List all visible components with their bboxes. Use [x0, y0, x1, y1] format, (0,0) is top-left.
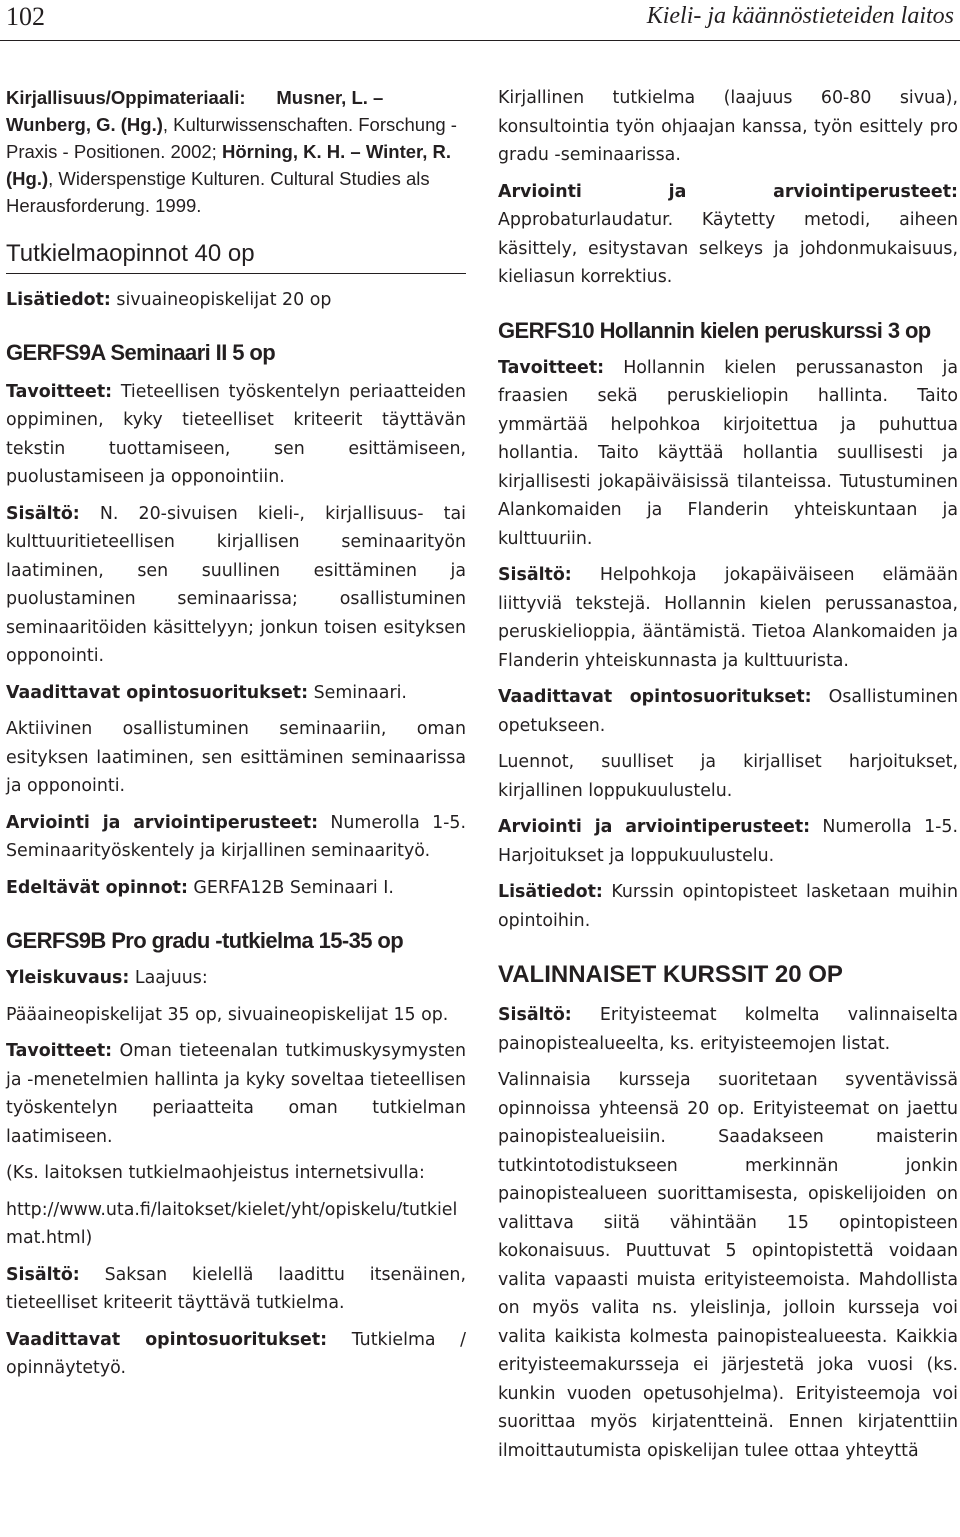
right-column: [498, 84, 958, 1465]
reference-paragraph: (Ks. laitoksen tutkielmaohjeistus internetsivulla:: [6, 1163, 425, 1183]
instructions-url: http://www.uta.fi/laitokset/kielet/yht/opiskelu/tutkielmat.html): [6, 1199, 458, 1248]
yleiskuvaus-paragraph: [6, 964, 466, 993]
vaadittavat-text: Tutkielma / opinnäytetyö.: [6, 1329, 466, 1378]
page-number: 102: [6, 2, 45, 31]
sisalto-paragraph: [498, 561, 958, 675]
sisalto-text: N. 20-sivuisen kieli-, kirjallisuus- tai kulttuuritieteellisen kirjallisen seminaarityön laatiminen, sen suullinen esittäminen ja puolustaminen seminaarissa; osallistuminen seminaaritöiden käsittelyyn; jonkun toisen esityksen opponointi.: [6, 503, 466, 666]
yleiskuvaus-label: Yleiskuvaus:: [6, 968, 130, 988]
arviointi-label: Arviointi ja arviointiperusteet:: [498, 817, 811, 837]
lisatiedot-text: sivuaineopiskelijat 20 op: [110, 290, 332, 310]
arviointi-text: Numerolla 1-5. Seminaarityöskentely ja kirjallinen seminaarityö.: [6, 812, 466, 861]
running-title: Kieli- ja käännöstieteiden laitos: [646, 3, 954, 29]
lisatiedot-paragraph: [6, 286, 466, 315]
course-title: GERFS9B Pro gradu -tutkielma 15-35 op: [6, 928, 404, 953]
body-paragraph: Luennot, suulliset ja kirjalliset harjoitukset, kirjallinen loppukuulustelu.: [498, 752, 958, 801]
sisalto-paragraph: [6, 500, 466, 671]
course-title: GERFS10 Hollannin kielen peruskurssi 3 op: [498, 317, 931, 343]
lisatiedot-paragraph: [498, 878, 958, 935]
tavoitteet-paragraph: [498, 354, 958, 554]
body-paragraph: Aktiivinen osallistuminen seminaariin, oman esityksen laatiminen, sen esittäminen seminaarissa ja opponointi.: [6, 719, 466, 796]
tavoitteet-label: Tavoitteet:: [6, 1041, 113, 1061]
tavoitteet-text: Hollannin kielen perussanaston ja fraasien sekä peruskieliopin hallinta. Taito ymmärtää helpohkoa kirjoitettua ja puhuttua hollantia. Taito käyttää hollantia suullisesti ja kirjallisesti jokapäiväisissä tilanteissa. Tutustuminen Alankomaiden ja Flanderin yhteiskuntaan ja kulttuuriin.: [498, 357, 958, 549]
sisalto-label: Sisältö:: [498, 565, 572, 585]
sisalto-label: Sisältö:: [6, 1264, 80, 1285]
vaadittavat-text: Osallistuminen opetukseen.: [498, 687, 958, 736]
header-rule: [0, 40, 960, 41]
section-title: Tutkielmaopinnot 40 op: [6, 239, 466, 274]
lisatiedot-label: Lisätiedot:: [498, 882, 603, 902]
literature-text-a: , Kulturwissenschaften. Forschung - Praxis - Positionen. 2002;: [6, 114, 457, 162]
vaadittavat-paragraph: [6, 1326, 466, 1383]
arviointi-paragraph: [498, 813, 958, 870]
vaadittavat-paragraph: [6, 679, 466, 708]
course-title: GERFS9A Seminaari II 5 op: [6, 339, 276, 365]
sisalto-text: Erityisteemat kolmelta valinnaiselta painopistealueelta, ks. erityisteemojen listat.: [498, 1005, 958, 1054]
vaadittavat-text: Seminaari.: [308, 682, 407, 703]
tavoitteet-label: Tavoitteet:: [6, 381, 113, 402]
sisalto-paragraph: [498, 1001, 958, 1058]
arviointi-paragraph: [498, 178, 958, 292]
sisalto-text: Helpohkoja jokapäiväiseen elämään liittyviä tekstejä. Hollannin kielen perussanastoa, peruskielioppia, ääntämistä. Tietoa Alankomaiden ja Flanderin yhteiskunnasta ja kulttuurista.: [498, 565, 958, 671]
arviointi-label: Arviointi ja arviointiperusteet:: [6, 812, 319, 833]
arviointi-text: Numerolla 1-5. Harjoitukset ja loppukuulustelu.: [498, 817, 958, 866]
tavoitteet-paragraph: [6, 1037, 466, 1151]
tavoitteet-paragraph: [6, 378, 466, 492]
sisalto-paragraph: [6, 1261, 466, 1318]
arviointi-label: Arviointi ja arviointiperusteet:: [498, 181, 958, 202]
body-paragraph: Valinnaisia kursseja suoritetaan syventävissä opinnoissa yhteensä 20 op. Erityisteemat on jaettu painopistealueisiin. Saadakseen maisterin tutkintotodistukseen merkinnän jonkin painopistealueen suorittamisesta, opiskelijoiden on valittava siitä vähintään 15 opintopisteen kokonaisuus. Puuttuvat 5 opintopistettä voidaan valita vapaasti muista erityisteemoista. Mahdollista on myös valita ns. yleislinja, jolloin kursseja voi valita kaikista kolmesta painopistealueesta. Kaikkia erityisteemakursseja ei järjestetä joka vuosi (ks. kunkin vuoden opetusohjelma). Erityisteemoja voi suorittaa myös kirjatentteinä. Ennen kirjatenttiin ilmoittautumista opiskelijan tulee ottaa yhteyttä: [498, 1070, 958, 1461]
laajuus-paragraph: Pääaineopiskelijat 35 op, sivuaineopiskelijat 15 op.: [6, 1004, 449, 1025]
vaadittavat-paragraph: [498, 683, 958, 740]
yleiskuvaus-text: Laajuus:: [129, 968, 208, 988]
literature-authors-a: Musner, L. – Wunberg, G. (Hg.): [6, 87, 384, 135]
arviointi-text: Approbaturlaudatur. Käytetty metodi, aiheen käsittely, esitystavan selkeys ja johdonmukaisuus, kieliasun korrektius.: [498, 210, 958, 287]
literature-label: Kirjallisuus/Oppimateriaali:: [6, 87, 246, 108]
body-paragraph: Kirjallinen tutkielma (laajuus 60-80 sivua), konsultointia työn ohjaajan kanssa, työn esittely pro gradu -seminaarissa.: [498, 88, 958, 165]
edeltavat-paragraph: [6, 874, 466, 903]
sisalto-text: Saksan kielellä laadittu itsenäinen, tieteelliset kriteerit täyttävä tutkielma.: [6, 1264, 466, 1313]
tavoitteet-text: Oman tieteenalan tutkimuskysymysten ja -menetelmien hallinta ja kyky soveltaa tieteellisen työskentelyn periaatteita oman tutkielman laatimiseen.: [6, 1041, 466, 1147]
vaadittavat-label: Vaadittavat opintosuoritukset:: [498, 687, 812, 707]
tavoitteet-label: Tavoitteet:: [498, 357, 605, 378]
page-header: [0, 0, 960, 36]
sisalto-label: Sisältö:: [498, 1005, 572, 1025]
edeltavat-label: Edeltävät opinnot:: [6, 877, 188, 898]
sisalto-label: Sisältö:: [6, 503, 80, 524]
left-column: [6, 84, 466, 1383]
edeltavat-text: GERFA12B Seminaari I.: [187, 877, 394, 898]
lisatiedot-text: Kurssin opintopisteet lasketaan muihin opintoihin.: [498, 882, 958, 931]
literature-text-b: , Widerspenstige Kulturen. Cultural Studies als Herausforderung. 1999.: [6, 168, 430, 216]
arviointi-paragraph: [6, 809, 466, 866]
section-title: VALINNAISET KURSSIT 20 OP: [498, 961, 843, 988]
vaadittavat-label: Vaadittavat opintosuoritukset:: [6, 1329, 328, 1350]
literature-authors-b: Hörning, K. H. – Winter, R. (Hg.): [6, 141, 451, 189]
literature-paragraph: [6, 84, 466, 219]
vaadittavat-label: Vaadittavat opintosuoritukset:: [6, 682, 309, 703]
tavoitteet-text: Tieteellisen työskentelyn periaatteiden oppiminen, kyky tieteelliset kriteerit täyttävän tekstin tuottamiseen, sen esittämiseen, puolustamiseen ja opponointiin.: [6, 381, 466, 487]
lisatiedot-label: Lisätiedot:: [6, 290, 111, 310]
